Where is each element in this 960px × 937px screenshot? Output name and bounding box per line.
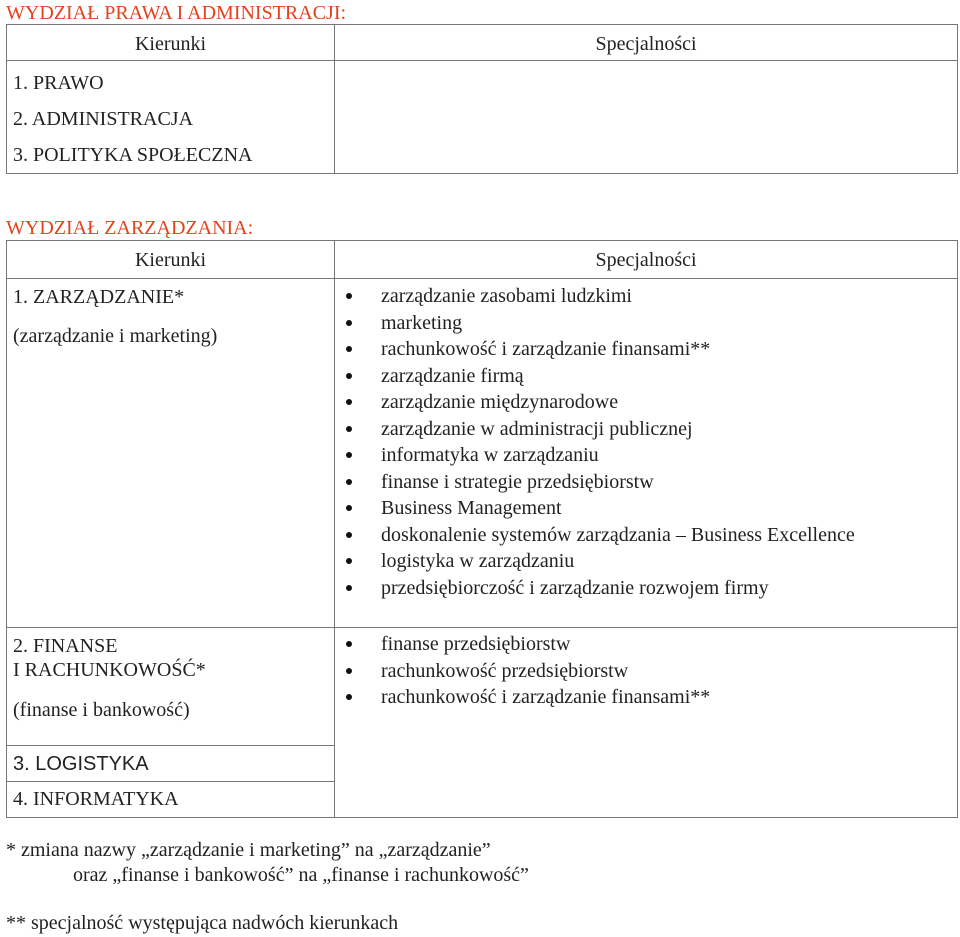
kierunek-administracja: 2. ADMINISTRACJA [13, 108, 194, 130]
kierunek-finanse: 2. FINANSE [13, 635, 118, 657]
list-item: zarządzanie firmą [335, 363, 957, 390]
column-header-specjalnosci: Specjalności [595, 33, 697, 55]
column-header-kierunki: Kierunki [134, 249, 207, 271]
list-item: rachunkowość i zarządzanie finansami** [335, 684, 957, 711]
list-item: przedsiębiorczość i zarządzanie rozwojem firmy [335, 575, 957, 602]
table-row [7, 61, 958, 174]
list-item: informatyka w zarządzaniu [335, 442, 957, 469]
faculty-heading-law: WYDZIAŁ PRAWA I ADMINISTRACJI: [6, 2, 347, 24]
table-row [7, 279, 958, 628]
table-header-row [7, 241, 958, 279]
list-item: doskonalenie systemów zarządzania – Business Excellence [335, 522, 957, 549]
table-row [7, 628, 958, 746]
list-item: finanse i strategie przedsiębiorstw [335, 469, 957, 496]
column-header-kierunki: Kierunki [134, 33, 207, 55]
list-item: rachunkowość i zarządzanie finansami** [335, 336, 957, 363]
list-item: zarządzanie w administracji publicznej [335, 416, 957, 443]
kierunek-finanse-line2: I RACHUNKOWOŚĆ* [13, 659, 206, 681]
specjalnosci-list [335, 631, 957, 711]
specjalnosci-list [335, 283, 957, 601]
management-faculty-table [6, 240, 958, 818]
kierunek-subtitle: (finanse i bankowość) [13, 699, 190, 721]
kierunek-subtitle: (zarządzanie i marketing) [13, 325, 218, 347]
footnote-name-change-line2: oraz „finanse i bankowość” na „finanse i rachunkowość” [73, 864, 529, 886]
table-header-row [7, 25, 958, 61]
kierunek-informatyka: 4. INFORMATYKA [13, 788, 179, 810]
column-header-specjalnosci: Specjalności [595, 249, 697, 271]
faculty-heading-management: WYDZIAŁ ZARZĄDZANIA: [6, 217, 254, 239]
list-item: rachunkowość przedsiębiorstw [335, 658, 957, 685]
kierunek-logistyka: 3. LOGISTYKA [13, 753, 149, 775]
kierunek-zarzadzanie: 1. ZARZĄDZANIE* [13, 286, 185, 308]
list-item: Business Management [335, 495, 957, 522]
footnote-name-change: * zmiana nazwy „zarządzanie i marketing” na „zarządzanie” [6, 839, 491, 861]
list-item: zarządzanie międzynarodowe [335, 389, 957, 416]
footnote-shared-specialty: ** specjalność występująca nadwóch kierunkach [6, 912, 399, 934]
kierunek-polityka-spoleczna: 3. POLITYKA SPOŁECZNA [13, 144, 253, 166]
list-item: marketing [335, 310, 957, 337]
law-faculty-table [6, 24, 958, 174]
list-item: finanse przedsiębiorstw [335, 631, 957, 658]
list-item: logistyka w zarządzaniu [335, 548, 957, 575]
specjalnosci-empty-cell [335, 61, 958, 174]
list-item: zarządzanie zasobami ludzkimi [335, 283, 957, 310]
kierunek-prawo: 1. PRAWO [13, 72, 104, 94]
